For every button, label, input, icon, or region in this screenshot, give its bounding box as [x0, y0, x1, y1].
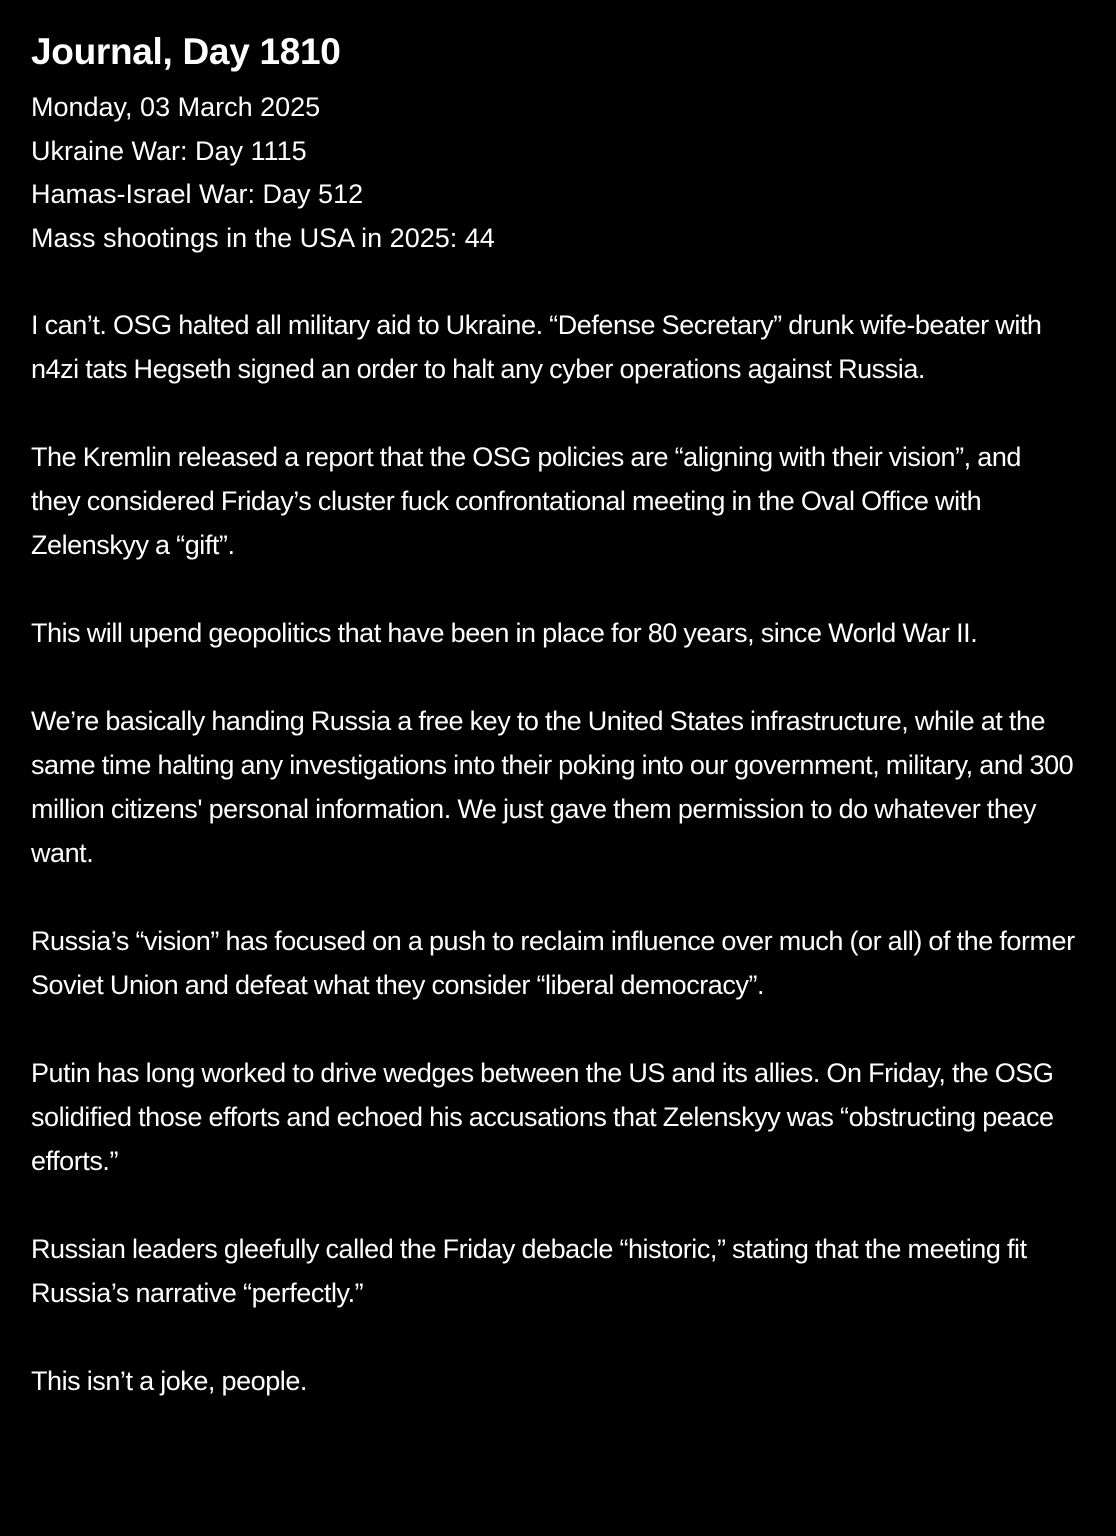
paragraph: This will upend geopolitics that have been in place for 80 years, since World War II. [31, 618, 978, 648]
journal-title: Journal, Day 1810 [31, 31, 341, 72]
journal-meta [31, 86, 1076, 260]
paragraph: Russia’s “vision” has focused on a push to reclaim influence over much (or all) of the former Soviet Union and defeat what they consider “liberal democracy”. [31, 926, 1075, 1000]
mass-shootings-count: Mass shootings in the USA in 2025: 44 [31, 222, 495, 253]
entry-date: Monday, 03 March 2025 [31, 92, 321, 122]
hamas-israel-war-day: Hamas-Israel War: Day 512 [31, 179, 364, 209]
paragraph: I can’t. OSG halted all military aid to Ukraine. “Defense Secretary” drunk wife-beater with n4zi tats Hegseth signed an order to halt any cyber operations against Russia. [31, 310, 1042, 384]
paragraph: We’re basically handing Russia a free key to the United States infrastructure, while at the same time halting any investigations into their poking into our government, military, and 300 million citizens' personal information. We just gave them permission to do whatever they want. [31, 706, 1074, 868]
paragraph: This isn’t a joke, people. [31, 1366, 307, 1396]
journal-body [31, 303, 1076, 1403]
ukraine-war-day: Ukraine War: Day 1115 [31, 135, 307, 166]
paragraph: The Kremlin released a report that the OSG policies are “aligning with their vision”, and they considered Friday’s cluster fuck confrontational meeting in the Oval Office with Zelenskyy a “gift”. [31, 442, 1021, 560]
paragraph: Putin has long worked to drive wedges between the US and its allies. On Friday, the OSG solidified those efforts and echoed his accusations that Zelenskyy was “obstructing peace efforts.” [31, 1058, 1054, 1176]
paragraph: Russian leaders gleefully called the Friday debacle “historic,” stating that the meeting fit Russia’s narrative “perfectly.” [31, 1234, 1027, 1308]
